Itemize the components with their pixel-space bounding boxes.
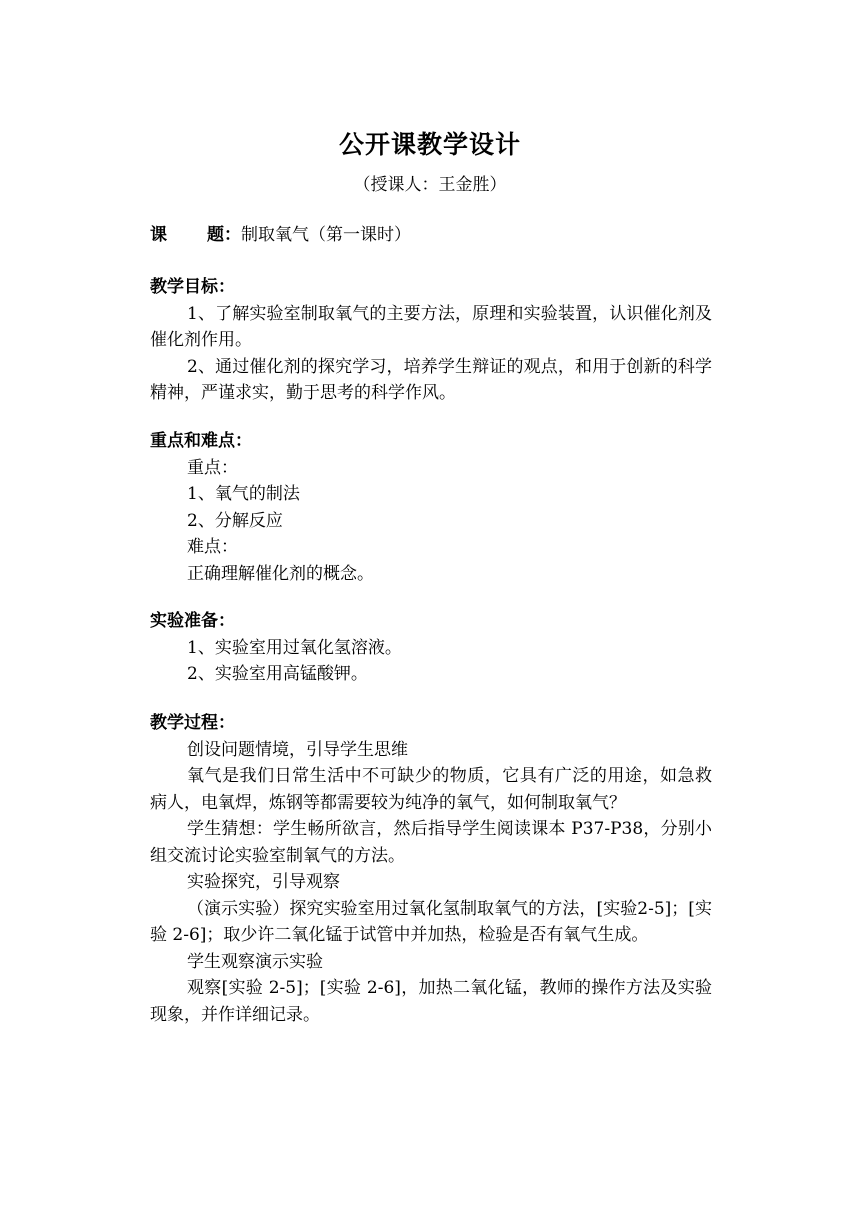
key-point-item-1: 1、氧气的制法	[187, 484, 300, 504]
key-point-item-2: 2、分解反应	[187, 510, 283, 531]
document-title: 公开课教学设计	[338, 130, 521, 159]
process-paragraph: 观察[实验 2-5]；[实验 2-6]，加热二氧化锰，教师的操作方法及实验现象，并作详细记录。	[150, 978, 712, 1025]
process-paragraph: 学生猜想：学生畅所欲言，然后指导学生阅读课本 P37-P38，分别小组交流讨论实验室制氧气的方法。	[150, 819, 712, 866]
preparation-item-1: 1、实验室用过氧化氢溶液。	[187, 637, 402, 658]
process-heading: 教学过程：	[150, 713, 235, 733]
process-paragraph: 学生观察演示实验	[187, 951, 323, 972]
objective-item-1: 1、了解实验室制取氧气的主要方法，原理和实验装置，认识催化剂及催化剂作用。	[150, 303, 712, 350]
key-points-heading: 重点和难点：	[150, 431, 252, 451]
subject-label-part-a: 课	[150, 225, 167, 245]
difficult-point-item: 正确理解催化剂的概念。	[187, 563, 374, 584]
subject-section	[150, 222, 712, 249]
preparation-section	[150, 608, 712, 688]
key-points-section	[150, 428, 712, 587]
objective-item-2: 2、通过催化剂的探究学习，培养学生辩证的观点，和用于创新的科学精神，严谨求实，勤于思考的科学作风。	[150, 356, 712, 403]
subject-label	[150, 225, 241, 245]
subject-value: 制取氧气（第一课时）	[241, 225, 411, 245]
preparation-heading: 实验准备：	[150, 611, 235, 631]
process-paragraph: 氧气是我们日常生活中不可缺少的物质，它具有广泛的用途，如急救病人，电氧焊，炼钢等都需要较为纯净的氧气，如何制取氧气？	[150, 766, 712, 813]
process-paragraph: 实验探究，引导观察	[187, 872, 340, 892]
document-subtitle: （授课人：王金胜）	[353, 175, 507, 195]
process-paragraph: 创设问题情境，引导学生思维	[187, 739, 408, 760]
process-paragraph: （演示实验）探究实验室用过氧化氢制取氧气的方法，[实验2-5]；[实验 2-6]；取少许二氧化锰于试管中并加热，检验是否有氧气生成。	[150, 898, 712, 945]
objectives-heading: 教学目标：	[150, 277, 235, 297]
objectives-section	[150, 274, 712, 407]
difficult-points-label: 难点：	[187, 537, 238, 557]
process-section	[150, 710, 712, 1028]
subject-label-part-b: 题：	[207, 225, 241, 245]
preparation-item-2: 2、实验室用高锰酸钾。	[187, 664, 368, 684]
key-points-label: 重点：	[187, 457, 238, 478]
